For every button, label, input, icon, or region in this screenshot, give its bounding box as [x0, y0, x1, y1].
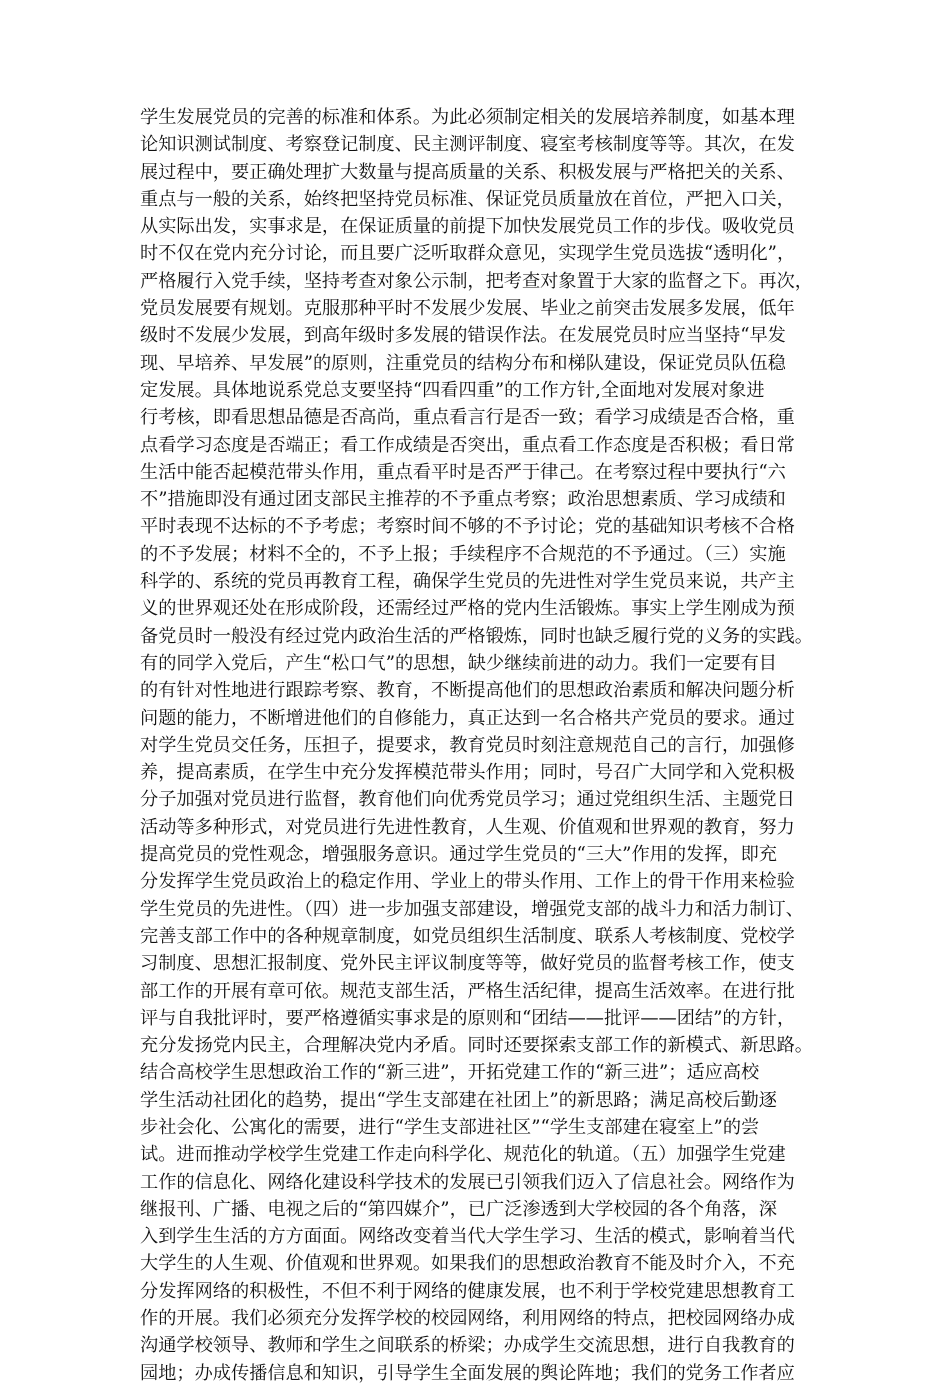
- text-line: 试。进而推动学校学生党建工作走向科学化、规范化的轨道。（五）加强学生党建: [140, 1144, 786, 1166]
- text-line: 入到学生生活的方方面面。网络改变着当代大学生学习、生活的模式，影响着当代: [140, 1226, 795, 1248]
- text-line: 义的世界观还处在形成阶段，还需经过严格的党内生活锻炼。事实上学生刚成为预: [140, 598, 795, 620]
- text-line: 问题的能力，不断增进他们的自修能力，真正达到一名合格共产党员的要求。通过: [140, 707, 795, 729]
- text-line: 展过程中，要正确处理扩大数量与提高质量的关系、积极发展与严格把关的关系、: [140, 161, 795, 183]
- text-line: 平时表现不达标的不予考虑；考察时间不够的不予讨论；党的基础知识考核不合格: [140, 516, 795, 538]
- text-line: 的有针对性地进行跟踪考察、教育，不断提高他们的思想政治素质和解决问题分析: [140, 680, 795, 702]
- text-line: 养，提高素质，在学生中充分发挥模范带头作用；同时，号召广大同学和入党积极: [140, 762, 795, 784]
- text-line: 步社会化、公寓化的需要，进行“学生支部进社区”“学生支部建在寝室上”的尝: [140, 1116, 760, 1138]
- text-line: 的不予发展；材料不全的，不予上报；手续程序不合规范的不予通过。（三）实施: [140, 543, 786, 565]
- text-line: 生活中能否起模范带头作用，重点看平时是否严于律己。在考察过程中要执行“六: [140, 461, 786, 483]
- text-line: 大学生的人生观、价值观和世界观。如果我们的思想政治教育不能及时介入，不充: [140, 1253, 795, 1275]
- text-line: 重点与一般的关系，始终把坚持党员标准、保证党员质量放在首位，严把入口关，: [140, 188, 795, 210]
- text-line: 园地；办成传播信息和知识，引导学生全面发展的舆论阵地；我们的党务工作者应: [140, 1362, 795, 1384]
- text-line: 沟通学校领导、教师和学生之间联系的桥梁；办成学生交流思想，进行自我教育的: [140, 1335, 795, 1357]
- text-line: 充分发扬党内民主，合理解决党内矛盾。同时还要探索支部工作的新模式、新思路。: [140, 1035, 813, 1057]
- text-line: 工作的信息化、网络化建设科学技术的发展已引领我们迈入了信息社会。网络作为: [140, 1171, 795, 1193]
- text-line: 作的开展。我们必须充分发挥学校的校园网络，利用网络的特点，把校园网络办成: [140, 1308, 795, 1330]
- text-line: 备党员时一般没有经过党内政治生活的严格锻炼，同时也缺乏履行党的义务的实践。: [140, 625, 813, 647]
- text-line: 分子加强对党员进行监督，教育他们向优秀党员学习；通过党组织生活、主题党日: [140, 789, 795, 811]
- text-line: 点看学习态度是否端正；看工作成绩是否突出，重点看工作态度是否积极；看日常: [140, 434, 795, 456]
- text-line: 完善支部工作中的各种规章制度，如党员组织生活制度、联系人考核制度、党校学: [140, 925, 795, 947]
- text-line: 定发展。具体地说系党总支要坚持“四看四重”的工作方针,全面地对发展对象进: [140, 379, 765, 401]
- text-line: 学生发展党员的完善的标准和体系。为此必须制定相关的发展培养制度，如基本理: [140, 107, 795, 128]
- text-line: 结合高校学生思想政治工作的“新三进”，开拓党建工作的“新三进”；适应高校: [140, 1062, 760, 1084]
- text-line: 习制度、思想汇报制度、党外民主评议制度等等，做好党员的监督考核工作，使支: [140, 953, 795, 975]
- text-line: 学生党员的先进性。（四）进一步加强支部建设，增强党支部的战斗力和活力制订、: [140, 898, 804, 920]
- text-line: 不”措施即没有通过团支部民主推荐的不予重点考察；政治思想素质、学习成绩和: [140, 489, 786, 511]
- body-text: [140, 104, 840, 1387]
- text-line: 现、早培养、早发展”的原则，注重党员的结构分布和梯队建设，保证党员队伍稳: [140, 352, 786, 374]
- text-line: 分发挥学生党员政治上的稳定作用、学业上的带头作用、工作上的骨干作用来检验: [140, 871, 795, 893]
- text-line: 部工作的开展有章可依。规范支部生活，严格生活纪律，提高生活效率。在进行批: [140, 980, 795, 1002]
- text-line: 学生活动社团化的趋势，提出“学生支部建在社团上”的新思路；满足高校后勤逐: [140, 1089, 777, 1111]
- text-line: 时不仅在党内充分讨论，而且要广泛听取群众意见，实现学生党员选拔“透明化”，: [140, 243, 796, 265]
- text-line: 严格履行入党手续，坚持考查对象公示制，把考查对象置于大家的监督之下。再次，: [140, 270, 813, 292]
- text-line: 活动等多种形式，对党员进行先进性教育，人生观、价值观和世界观的教育，努力: [140, 816, 795, 838]
- text-line: 从实际出发，实事求是，在保证质量的前提下加快发展党员工作的步伐。吸收党员: [140, 216, 795, 238]
- text-line: 科学的、系统的党员再教育工程，确保学生党员的先进性对学生党员来说，共产主: [140, 571, 795, 593]
- text-line: 继报刊、广播、电视之后的“第四媒介”，已广泛渗透到大学校园的各个角落，深: [140, 1198, 777, 1220]
- text-line: 行考核，即看思想品德是否高尚，重点看言行是否一致；看学习成绩是否合格，重: [140, 407, 795, 429]
- text-line: 论知识测试制度、考察登记制度、民主测评制度、寝室考核制度等等。其次，在发: [140, 134, 795, 156]
- text-line: 级时不发展少发展，到高年级时多发展的错误作法。在发展党员时应当坚持“早发: [140, 325, 786, 347]
- text-line: 有的同学入党后，产生“松口气”的思想，缺少继续前进的动力。我们一定要有目: [140, 652, 777, 674]
- text-line: 对学生党员交任务，压担子，提要求，教育党员时刻注意规范自己的言行，加强修: [140, 734, 795, 756]
- text-line: 分发挥网络的积极性，不但不利于网络的健康发展，也不利于学校党建思想教育工: [140, 1280, 795, 1302]
- text-line: 党员发展要有规划。克服那种平时不发展少发展、毕业之前突击发展多发展，低年: [140, 298, 795, 320]
- text-line: 提高党员的党性观念，增强服务意识。通过学生党员的“三大”作用的发挥，即充: [140, 844, 777, 866]
- text-line: 评与自我批评时，要严格遵循实事求是的原则和“团结——批评——团结”的方针，: [140, 1007, 796, 1029]
